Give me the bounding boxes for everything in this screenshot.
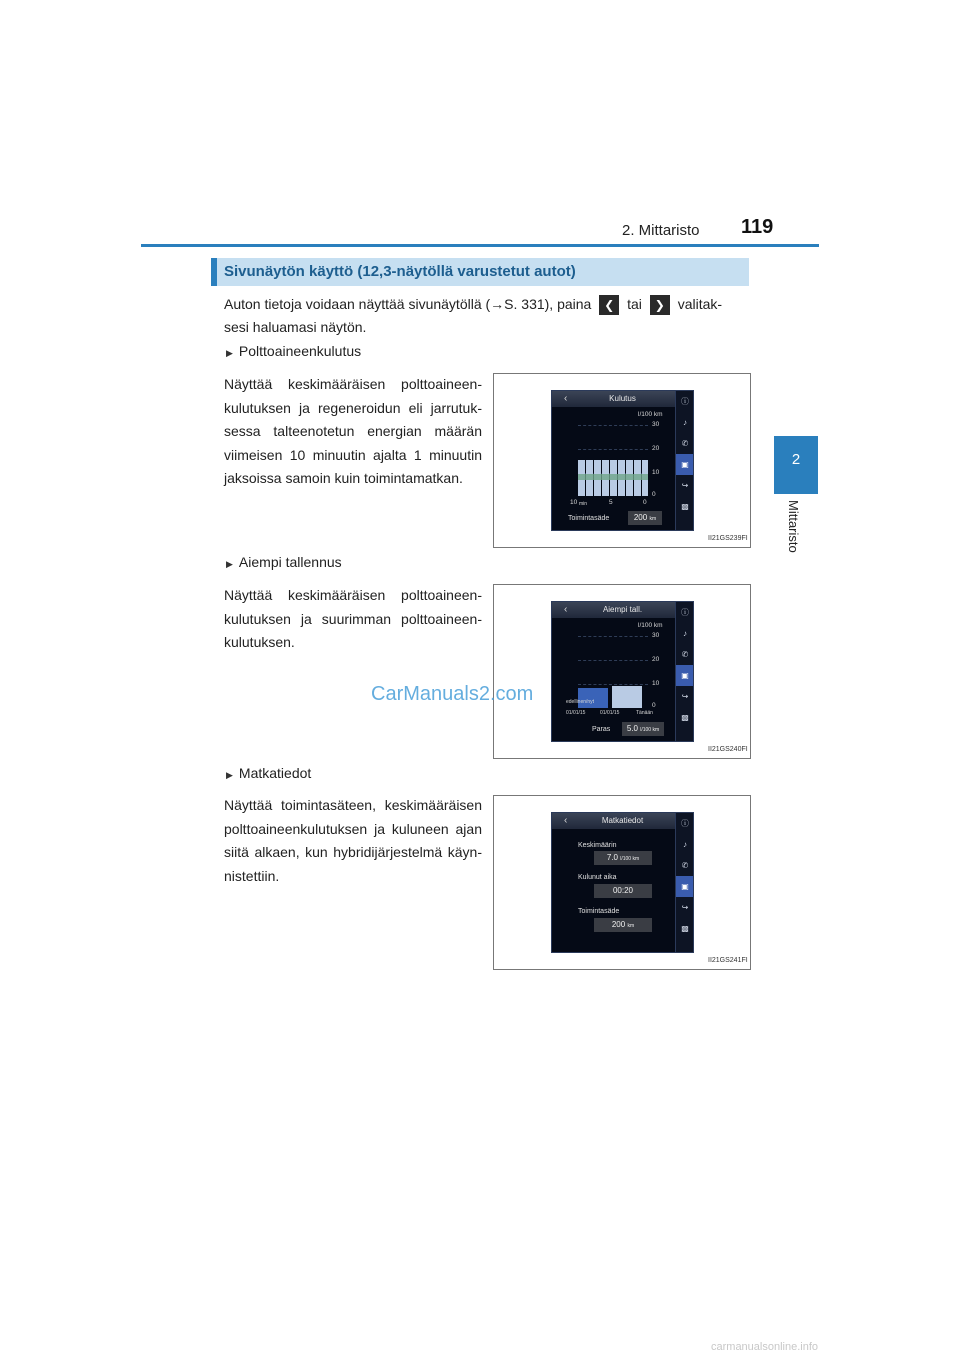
intro-or: tai <box>627 296 642 312</box>
elapsed-label: Kulunut aika <box>578 874 617 881</box>
chevron-left-icon: ‹ <box>564 393 568 404</box>
x-tick: Tänään <box>636 710 653 716</box>
figure-history <box>493 584 751 759</box>
history-bar-previous <box>578 688 608 708</box>
item-heading-history <box>226 554 342 570</box>
average-value: 7.0 <box>606 853 618 862</box>
figure-trip-info <box>493 795 751 970</box>
item-heading-fuel <box>226 343 361 359</box>
screen-title: Matkatiedot <box>601 816 644 825</box>
intro-paragraph <box>224 293 750 339</box>
y-tick: 10 <box>652 680 660 687</box>
regen-band <box>578 474 648 480</box>
phone-icon: ✆ <box>681 439 689 448</box>
bullet-arrow-icon: ▶ <box>226 770 233 780</box>
bullet-arrow-icon: ▶ <box>226 559 233 569</box>
gridline <box>578 425 648 426</box>
range-unit: km <box>649 516 657 522</box>
elapsed-value-box <box>594 884 652 898</box>
screen-title-bar <box>552 602 693 618</box>
unit-label: l/100 km <box>638 411 663 418</box>
item-description-fuel: Näyttää keskimääräisen polttoaineen-kulutuksen ja regeneroidun eli jarrutuk-sessa talteenotetun energian määrän viimeisen 10 minuutin ajalta 1 minuutin jaksoissa samoin kuin toimintamatkan. <box>224 376 482 486</box>
phone-icon: ✆ <box>681 650 689 659</box>
intro-text-1: Auton tietoja voidaan näyttää sivunäytöllä ( <box>224 296 491 312</box>
x-tick: 01/01/15 <box>566 710 586 716</box>
item-label: Polttoaineenkulutus <box>238 343 362 359</box>
bullet-arrow-icon: ▶ <box>226 348 233 358</box>
x-tick: 10 <box>570 499 578 506</box>
range-label: Toimintasäde <box>578 908 620 915</box>
chevron-left-icon: ❮ <box>599 295 619 315</box>
screen-trip <box>551 812 694 953</box>
route-icon: ↪ <box>681 903 689 912</box>
figure-code: II21GS239FI <box>708 535 748 542</box>
gridline <box>578 449 648 450</box>
range-unit: km <box>627 923 635 929</box>
screen-history <box>551 601 694 742</box>
y-tick: 10 <box>652 469 660 476</box>
chevron-left-icon: ‹ <box>564 604 568 615</box>
music-icon: ♪ <box>683 629 687 638</box>
route-icon: ↪ <box>681 481 689 490</box>
elapsed-value: 00:20 <box>612 886 634 895</box>
info-icon: ⓘ <box>681 819 689 828</box>
route-icon: ↪ <box>681 692 689 701</box>
best-label: Paras <box>592 726 611 733</box>
info-icon: ⓘ <box>681 608 689 617</box>
footer-watermark: carmanualsonline.info <box>711 1341 819 1353</box>
item-description-trip: Näyttää toimintasäteen, keskimääräisen polttoaineenkulutuksen ja kuluneen ajan siitä alkaen, kun hybridijärjestelmä käyn-nistettiin. <box>224 797 482 884</box>
menu-icon: ▩ <box>681 502 689 511</box>
x-tick: 5 <box>609 499 613 506</box>
screen-title-bar <box>552 813 693 829</box>
header-rule <box>141 244 819 247</box>
chevron-right-icon: ❯ <box>650 295 670 315</box>
figure-code: II21GS240FI <box>708 746 748 753</box>
y-tick: 30 <box>652 421 660 428</box>
chapter-tab: 2 <box>774 436 818 494</box>
running-header-section: 2. Mittaristo <box>622 222 700 239</box>
screen-sidebar <box>675 391 694 530</box>
history-bar-current <box>612 686 642 708</box>
x-tick: 01/01/15 <box>600 710 620 716</box>
best-unit: l/100 km <box>640 727 660 733</box>
info-icon: ⓘ <box>681 397 689 406</box>
screen-title: Kulutus <box>609 394 636 403</box>
figure-fuel-consumption <box>493 373 751 548</box>
range-value: 200 <box>633 513 648 522</box>
item-description-history: Näyttää keskimääräisen polttoaineen-kulutuksen ja suurimman polttoaineen-kulutuksen. <box>224 587 482 650</box>
average-label: Keskimäärin <box>578 842 617 849</box>
average-unit: l/100 km <box>620 856 640 862</box>
car-icon: ▣ <box>676 454 694 475</box>
watermark-text: CarManuals2.com <box>371 683 534 705</box>
phone-icon: ✆ <box>681 861 689 870</box>
chevron-left-icon: ‹ <box>564 815 568 826</box>
range-value-box <box>628 511 662 525</box>
section-heading-accent <box>211 258 217 286</box>
range-value-box <box>594 918 652 932</box>
menu-icon: ▩ <box>681 924 689 933</box>
item-heading-trip <box>226 765 311 781</box>
gridline <box>578 636 648 637</box>
chapter-name: Mittaristo <box>786 500 801 553</box>
average-value-box <box>594 851 652 865</box>
screen-title-bar <box>552 391 693 407</box>
range-label: Toimintasäde <box>568 515 610 522</box>
intro-text-2: valitak- <box>677 296 723 312</box>
page-number: 119 <box>741 216 774 238</box>
menu-icon: ▩ <box>681 713 689 722</box>
gridline <box>578 660 648 661</box>
best-value-box <box>622 722 664 736</box>
range-value: 200 <box>611 920 626 929</box>
gridline <box>578 684 648 685</box>
music-icon: ♪ <box>683 840 687 849</box>
item-label: Aiempi tallennus <box>238 554 342 570</box>
reset-label: edellinen/nyt <box>566 699 595 705</box>
intro-text-3: sesi haluamasi näytön. <box>224 319 367 335</box>
x-tick: 0 <box>643 499 647 506</box>
y-tick: 30 <box>652 632 660 639</box>
screen-sidebar <box>675 602 694 741</box>
item-label: Matkatiedot <box>238 765 312 781</box>
car-icon: ▣ <box>676 876 694 897</box>
figure-code: II21GS241FI <box>708 957 748 964</box>
section-title: Sivunäytön käyttö (12,3-näytöllä varustetut autot) <box>224 263 576 280</box>
y-tick: 20 <box>652 445 660 452</box>
y-tick: 0 <box>652 702 656 709</box>
page-reference: →S. 331), paina <box>490 296 592 312</box>
car-icon: ▣ <box>676 665 694 686</box>
screen-fuel <box>551 390 694 531</box>
screen-sidebar <box>675 813 694 952</box>
music-icon: ♪ <box>683 418 687 427</box>
y-tick: 20 <box>652 656 660 663</box>
unit-label: l/100 km <box>638 622 663 629</box>
x-tick-unit: min <box>579 501 588 507</box>
screen-title: Aiempi tall. <box>602 605 643 614</box>
best-value: 5.0 <box>626 724 638 733</box>
y-tick: 0 <box>652 491 656 498</box>
consumption-bars <box>578 460 648 496</box>
